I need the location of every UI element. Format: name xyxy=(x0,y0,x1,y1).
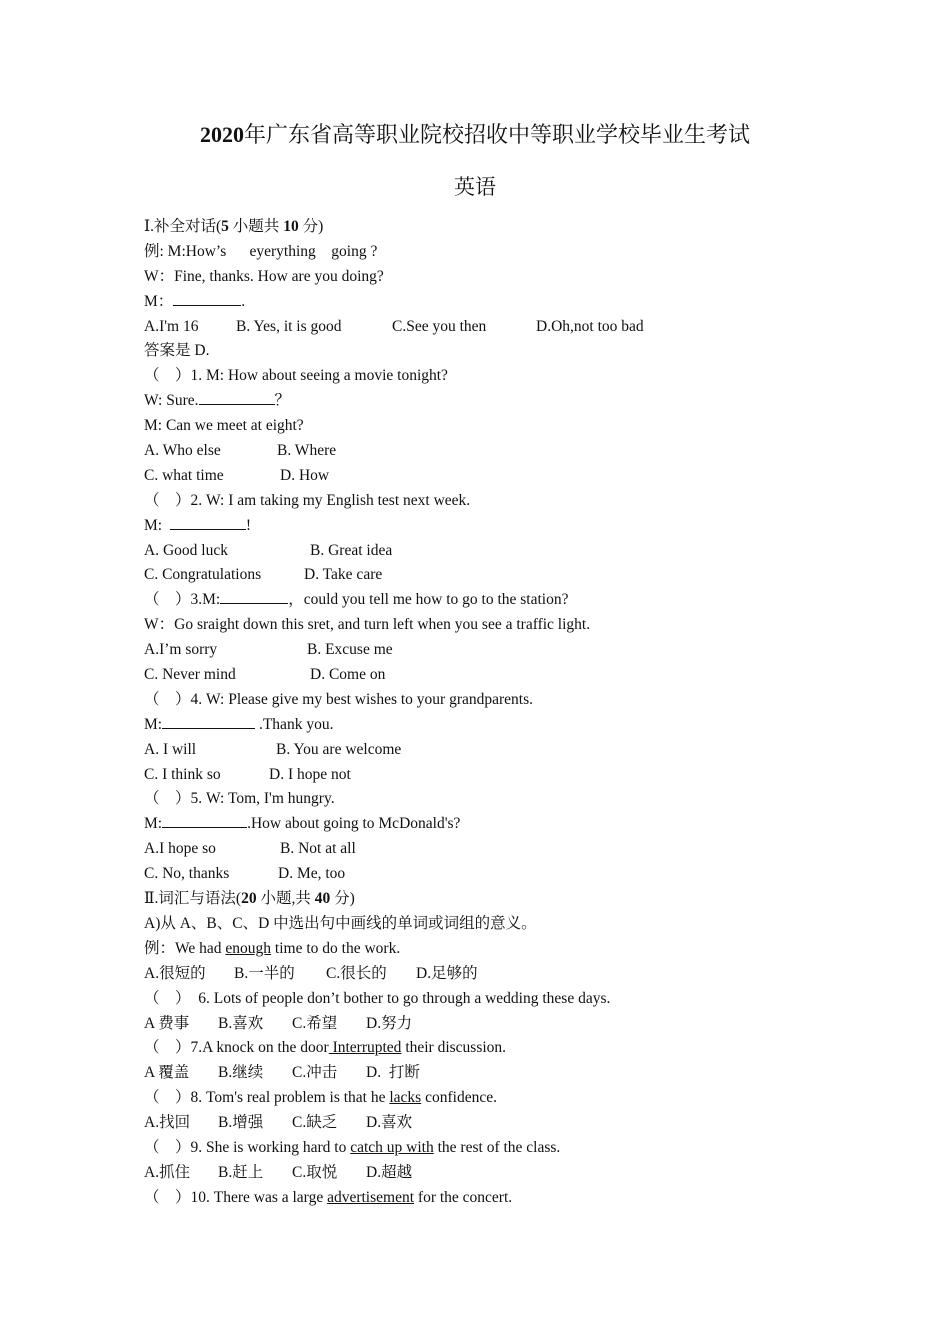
q8-stem: （ ）8. Tom's real problem is that he lacks confidence. xyxy=(144,1089,497,1107)
q7-options: A 覆盖 B.继续 C.冲击 D. 打断 xyxy=(144,1064,420,1082)
underlined-word: advertisement xyxy=(327,1188,415,1206)
answer-blank xyxy=(162,812,247,828)
q2-stem: （ ）2. W: I am taking my English test next week. xyxy=(144,491,471,509)
q6-stem: （ ） 6. Lots of people don’t bother to go through a wedding these days. xyxy=(144,989,611,1007)
q4-options-cd: C. I think so D. I hope not xyxy=(144,765,351,783)
page-title xyxy=(0,120,950,150)
q9-options: A.抓住 B.赶上 C.取悦 D.超越 xyxy=(144,1163,413,1181)
section2-instruction: A)从 A、B、C、D 中选出句中画线的单词或词组的意义。 xyxy=(144,914,537,932)
example-line-3: M： . xyxy=(144,290,864,315)
q5-options-cd: C. No, thanks D. Me, too xyxy=(144,865,346,883)
q5-line-2: M: .How about going to McDonald's? xyxy=(144,812,864,837)
title-text: 年广东省高等职业院校招收中等职业学校毕业生考试 xyxy=(243,122,750,147)
q5-options-ab: A.I hope so B. Not at all xyxy=(144,840,356,858)
q4-stem: （ ）4. W: Please give my best wishes to your grandparents. xyxy=(144,690,534,708)
underlined-word: lacks xyxy=(389,1089,422,1107)
example-line-1: 例: M:How’s eyerything going ? xyxy=(144,242,378,260)
underlined-word: enough xyxy=(225,939,272,957)
q7-stem: （ ）7.A knock on the door Interrupted their discussion. xyxy=(144,1039,507,1057)
example-answer: 答案是 D. xyxy=(144,342,210,360)
example-options: A.I'm 16 B. Yes, it is good C.See you then D.Oh,not too bad xyxy=(144,317,644,335)
title-year: 2020 xyxy=(199,122,244,147)
q1-stem: （ ）1. M: How about seeing a movie tonight? xyxy=(144,367,448,385)
answer-blank xyxy=(162,713,255,729)
q1-line-2: W: Sure. ？ xyxy=(144,389,864,414)
q3-options-ab: A.I’m sorry B. Excuse me xyxy=(144,641,393,659)
answer-blank xyxy=(170,514,246,530)
example-line-2: W：Fine, thanks. How are you doing? xyxy=(144,267,384,285)
q1-options-ab: A. Who else B. Where xyxy=(144,442,337,460)
q3-stem: （ ）3.M: ，could you tell me how to go to the station? xyxy=(144,588,864,613)
page-subtitle: 英语 xyxy=(454,175,496,199)
underlined-word: Interrupted xyxy=(328,1039,402,1057)
answer-blank xyxy=(220,588,288,604)
exam-content xyxy=(144,215,864,1211)
q8-options: A.找回 B.增强 C.缺乏 D.喜欢 xyxy=(144,1114,413,1132)
q1-options-cd: C. what time D. How xyxy=(144,466,330,484)
q5-stem: （ ）5. W: Tom, I'm hungry. xyxy=(144,790,335,808)
vocab-example: 例：We had enough time to do the work. xyxy=(144,939,401,957)
q4-line-2: M: .Thank you. xyxy=(144,713,864,738)
q4-options-ab: A. I will B. You are welcome xyxy=(144,740,402,758)
q10-stem: （ ）10. There was a large advertisement for the concert. xyxy=(144,1188,513,1206)
q3-options-cd: C. Never mind D. Come on xyxy=(144,666,386,684)
section2-heading: Ⅱ.词汇与语法(20 小题,共 40 分) xyxy=(144,890,355,908)
q2-line-2: M: ! xyxy=(144,514,864,539)
q2-options-cd: C. Congratulations D. Take care xyxy=(144,566,383,584)
answer-blank xyxy=(173,290,241,306)
underlined-word: catch up with xyxy=(350,1138,434,1156)
q2-options-ab: A. Good luck B. Great idea xyxy=(144,541,393,559)
q1-line-3: M: Can we meet at eight? xyxy=(144,417,304,435)
q9-stem: （ ）9. She is working hard to catch up with the rest of the class. xyxy=(144,1138,561,1156)
q6-options: A 费事 B.喜欢 C.希望 D.努力 xyxy=(144,1014,413,1032)
vocab-example-options: A.很短的 B.一半的 C.很长的 D.足够的 xyxy=(144,964,478,982)
q3-line-2: W：Go sraight down this sret, and turn left when you see a traffic light. xyxy=(144,616,591,634)
section1-heading: Ⅰ.补全对话(5 小题共 10 分) xyxy=(144,218,324,235)
answer-blank xyxy=(199,389,275,405)
